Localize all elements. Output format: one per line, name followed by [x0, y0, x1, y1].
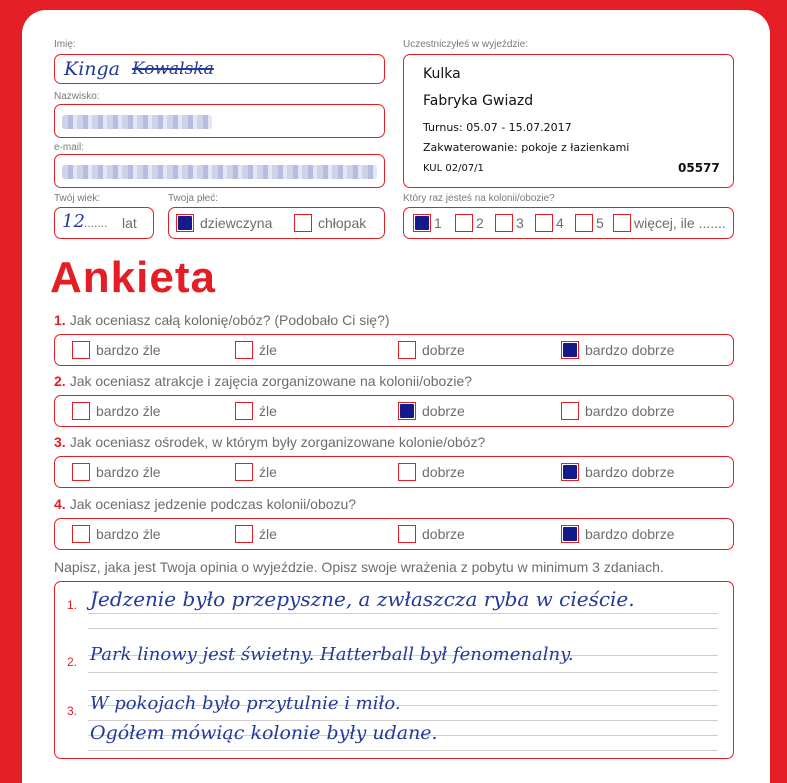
- rating-option-label: bardzo dobrze: [585, 526, 675, 542]
- question-text: Jak oceniasz ośrodek, w którym były zorganizowane kolonie/obóz?: [69, 434, 486, 450]
- ktory-option-label: 1: [434, 215, 442, 231]
- question-text: Jak oceniasz atrakcje i zajęcia zorganizowane na kolonii/obozie?: [69, 373, 473, 389]
- rating-option-label: bardzo dobrze: [585, 403, 675, 419]
- ktory-checkbox-5[interactable]: [575, 214, 593, 232]
- rating-checkbox[interactable]: [561, 402, 579, 420]
- ktory-checkbox-6[interactable]: [613, 214, 631, 232]
- plec-option-label: chłopak: [318, 215, 367, 231]
- ktory-option-label: 5: [596, 215, 604, 231]
- question-1: [54, 312, 390, 328]
- rating-option-label: dobrze: [422, 464, 465, 480]
- question-text: Jak oceniasz jedzenie podczas kolonii/obozu?: [69, 496, 357, 512]
- rating-checkbox[interactable]: [398, 463, 416, 481]
- rating-option-label: źle: [259, 526, 277, 542]
- ruled-line: [88, 628, 718, 629]
- rating-checkbox[interactable]: [72, 463, 90, 481]
- rating-checkbox[interactable]: [561, 463, 579, 481]
- wiek-label: Twój wiek:: [54, 193, 101, 204]
- rating-option-label: bardzo źle: [96, 464, 161, 480]
- question-4: [54, 496, 356, 512]
- question-3: [54, 434, 485, 450]
- question-2: [54, 373, 472, 389]
- plec-option-label: dziewczyna: [200, 215, 273, 231]
- rating-option-label: bardzo dobrze: [585, 342, 675, 358]
- ktory-option-label: 2: [476, 215, 484, 231]
- rating-option-label: bardzo źle: [96, 403, 161, 419]
- rating-checkbox[interactable]: [235, 463, 253, 481]
- question-text: Jak oceniasz całą kolonię/obóz? (Podobało Ci się?): [69, 312, 390, 328]
- trip-name: Kulka: [423, 66, 461, 82]
- rating-option-label: dobrze: [422, 526, 465, 542]
- rating-checkbox[interactable]: [72, 341, 90, 359]
- rating-checkbox[interactable]: [561, 525, 579, 543]
- wiek-dots: .......: [84, 216, 108, 230]
- ktory-checkbox-1[interactable]: [413, 214, 431, 232]
- question-number: 3.: [54, 434, 66, 450]
- trip-number: 05577: [678, 161, 720, 175]
- plec-checkbox-1[interactable]: [176, 214, 194, 232]
- email-redacted: [62, 165, 377, 179]
- rating-checkbox[interactable]: [235, 402, 253, 420]
- imie-label: Imię:: [54, 39, 76, 50]
- rating-option-label: źle: [259, 403, 277, 419]
- ktory-option-label: 4: [556, 215, 564, 231]
- survey-title: Ankieta: [50, 253, 216, 302]
- ktory-label: Który raz jesteś na kolonii/obozie?: [403, 193, 555, 204]
- question-number: 4.: [54, 496, 66, 512]
- ruled-line: [88, 690, 718, 691]
- answer-number: 2.: [67, 655, 78, 669]
- ktory-checkbox-3[interactable]: [495, 214, 513, 232]
- imie-handwriting: Kinga: [64, 58, 120, 80]
- imie-struck-text: Kowalska: [132, 59, 214, 79]
- answer-1: Jedzenie było przepyszne, a zwłaszcza ryba w cieście.: [90, 587, 635, 611]
- rating-option-label: bardzo źle: [96, 342, 161, 358]
- ktory-option-label: 3: [516, 215, 524, 231]
- rating-option-label: dobrze: [422, 403, 465, 419]
- trip-turnus: Turnus: 05.07 - 15.07.2017: [423, 121, 572, 134]
- answer-number: 3.: [67, 704, 78, 718]
- ruled-line: [88, 720, 718, 721]
- rating-checkbox[interactable]: [398, 402, 416, 420]
- ruled-line: [88, 750, 718, 751]
- rating-checkbox[interactable]: [235, 341, 253, 359]
- trip-program: Fabryka Gwiazd: [423, 93, 534, 109]
- rating-checkbox[interactable]: [235, 525, 253, 543]
- trip-accommodation: Zakwaterowanie: pokoje z łazienkami: [423, 141, 630, 154]
- wiek-unit: lat: [122, 215, 137, 231]
- plec-checkbox-2[interactable]: [294, 214, 312, 232]
- answer-3: W pokojach było przytulnie i miło.: [90, 693, 401, 714]
- opinion-prompt: Napisz, jaka jest Twoja opinia o wyjeździe. Opisz swoje wrażenia z pobytu w minimum 3 zdaniach.: [54, 559, 664, 575]
- rating-checkbox[interactable]: [398, 341, 416, 359]
- answer-number: 1.: [67, 598, 78, 612]
- nazwisko-label: Nazwisko:: [54, 91, 100, 102]
- rating-option-label: bardzo źle: [96, 526, 161, 542]
- rating-option-label: bardzo dobrze: [585, 464, 675, 480]
- email-label: e-mail:: [54, 142, 85, 153]
- wyjazd-label: Uczestniczyłeś w wyjeździe:: [403, 39, 529, 50]
- rating-checkbox[interactable]: [72, 525, 90, 543]
- question-number: 2.: [54, 373, 66, 389]
- answer-2: Park linowy jest świetny. Hatterball był fenomenalny.: [90, 644, 574, 665]
- wiek-handwriting: 12: [62, 211, 85, 232]
- answer-4: Ogółem mówiąc kolonie były udane.: [90, 722, 438, 744]
- rating-option-label: źle: [259, 342, 277, 358]
- rating-checkbox[interactable]: [398, 525, 416, 543]
- ktory-checkbox-4[interactable]: [535, 214, 553, 232]
- rating-checkbox[interactable]: [561, 341, 579, 359]
- plec-label: Twoja płeć:: [168, 193, 219, 204]
- trip-code: KUL 02/07/1: [423, 163, 484, 174]
- ruled-line: [88, 613, 718, 614]
- nazwisko-redacted: [62, 115, 212, 129]
- question-number: 1.: [54, 312, 66, 328]
- ktory-option-label: więcej, ile .......: [634, 215, 726, 231]
- rating-checkbox[interactable]: [72, 402, 90, 420]
- rating-option-label: źle: [259, 464, 277, 480]
- ktory-checkbox-2[interactable]: [455, 214, 473, 232]
- rating-option-label: dobrze: [422, 342, 465, 358]
- ruled-line: [88, 672, 718, 673]
